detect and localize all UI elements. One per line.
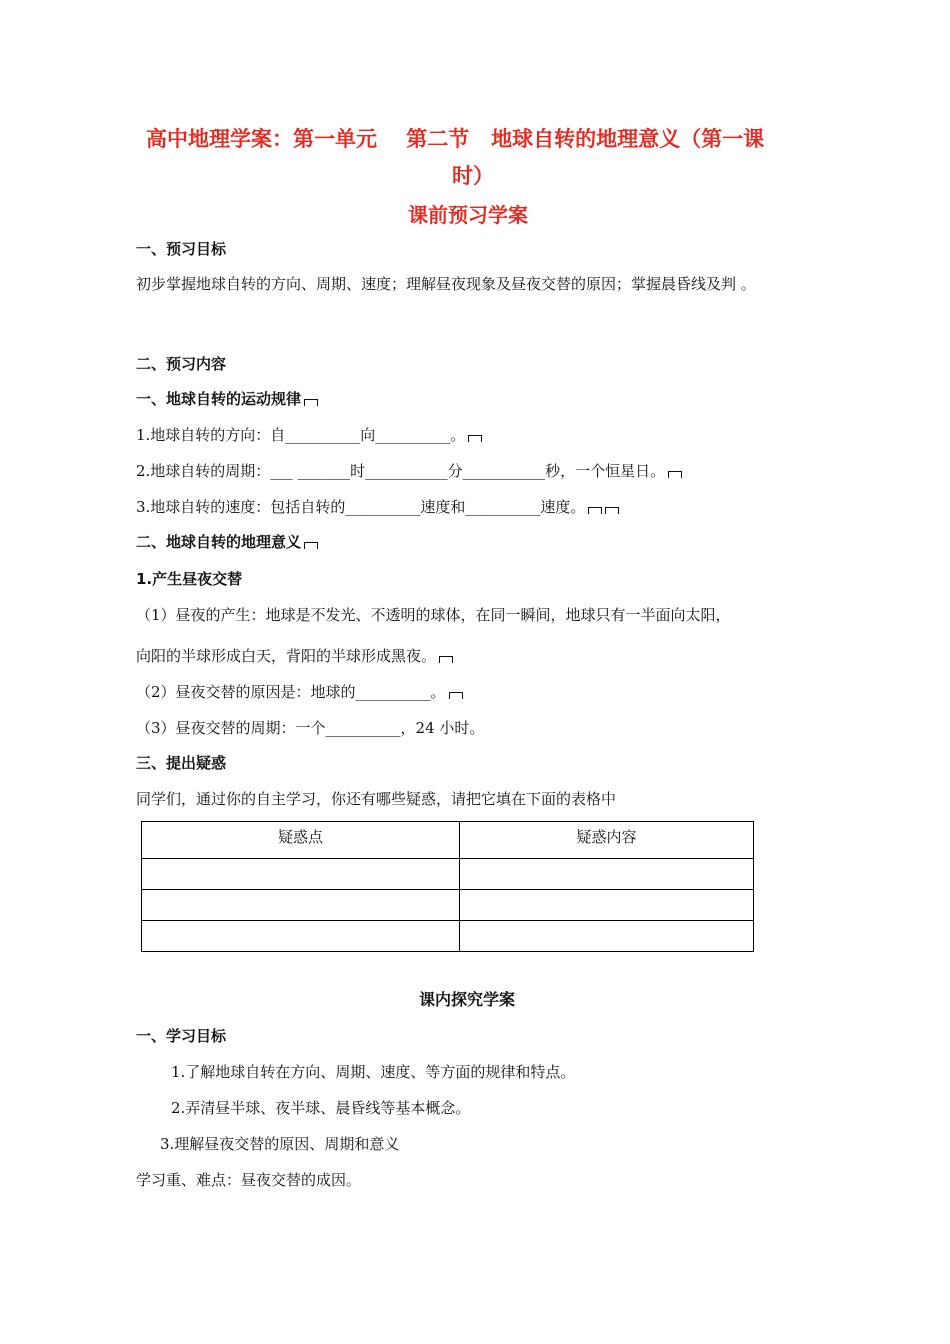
section2-heading (136, 531, 318, 552)
day-night-period: （3）昼夜交替的周期：一个__________，24 小时。 (136, 719, 485, 737)
table-cell[interactable] (142, 890, 460, 921)
rotation-direction-text: 1.地球自转的方向：自__________向__________。 (136, 426, 466, 444)
rotation-speed-text: 3.地球自转的速度：包括自转的__________速度和__________速度。 (136, 498, 586, 516)
edit-mark-icon (439, 656, 453, 663)
day-night-origin-line1: （1）昼夜的产生：地球是不发光、不透明的球体，在同一瞬间，地球只有一半面向太阳， (136, 606, 731, 624)
day-night-cause-text: （2）昼夜交替的原因是：地球的__________。 (136, 683, 446, 701)
title-line-1: 高中地理学案：第一单元 第二节 地球自转的地理意义（第一课 (146, 127, 765, 151)
table-header-row (142, 822, 754, 859)
edit-mark-icon (304, 399, 318, 406)
preview-goal-heading: 一、预习目标 (136, 240, 227, 258)
section1-heading-text: 一、地球自转的运动规律 (136, 390, 302, 408)
questions-heading: 三、提出疑惑 (136, 754, 227, 772)
inclass-title: 课内探究学案 (419, 990, 516, 1009)
edit-mark-icon (605, 507, 619, 514)
table-cell[interactable] (142, 859, 460, 890)
day-night-cause (136, 681, 463, 702)
table-header-content: 疑惑内容 (460, 822, 754, 859)
title-line-2: 时） (452, 164, 494, 188)
day-night-origin-line2-text: 向阳的半球形成白天，背阳的半球形成黑夜。 (136, 647, 437, 665)
rotation-speed (136, 496, 619, 517)
rotation-period (136, 460, 682, 481)
key-points: 学习重、难点：昼夜交替的成因。 (136, 1171, 362, 1189)
day-night-origin-line2 (136, 645, 453, 666)
table-row (142, 921, 754, 952)
edit-mark-icon (468, 435, 482, 442)
learning-goal-3: 3.理解昼夜交替的原因、周期和意义 (160, 1135, 400, 1153)
table-cell[interactable] (142, 921, 460, 952)
preview-goal-text: 初步掌握地球自转的方向、周期、速度；理解昼夜现象及昼夜交替的原因；掌握晨昏线及判 。 (136, 275, 756, 293)
table-cell[interactable] (460, 859, 754, 890)
edit-mark-icon (668, 471, 682, 478)
questions-intro: 同学们，通过你的自主学习，你还有哪些疑惑，请把它填在下面的表格中 (136, 790, 617, 808)
table-row (142, 890, 754, 921)
learning-goal-2: 2.弄清昼半球、夜半球、晨昏线等基本概念。 (171, 1099, 471, 1117)
preview-content-heading: 二、预习内容 (136, 355, 227, 373)
rotation-direction (136, 424, 482, 445)
questions-table (141, 821, 754, 952)
edit-mark-icon (588, 507, 602, 514)
edit-mark-icon (304, 542, 318, 549)
subtitle-preview: 课前预习学案 (408, 203, 528, 227)
table-cell[interactable] (460, 890, 754, 921)
learning-goal-1: 1.了解地球自转在方向、周期、速度、等方面的规律和特点。 (171, 1063, 576, 1081)
table-row (142, 859, 754, 890)
table-cell[interactable] (460, 921, 754, 952)
section1-heading (136, 388, 318, 409)
edit-mark-icon (449, 692, 463, 699)
day-night-heading: 1.产生昼夜交替 (136, 570, 243, 588)
learning-goal-heading: 一、学习目标 (136, 1027, 227, 1045)
section2-heading-text: 二、地球自转的地理意义 (136, 533, 302, 551)
table-header-point: 疑惑点 (142, 822, 460, 859)
rotation-period-text: 2.地球自转的周期：___ _______时___________分___________秒，一个恒星日。 (136, 462, 666, 480)
